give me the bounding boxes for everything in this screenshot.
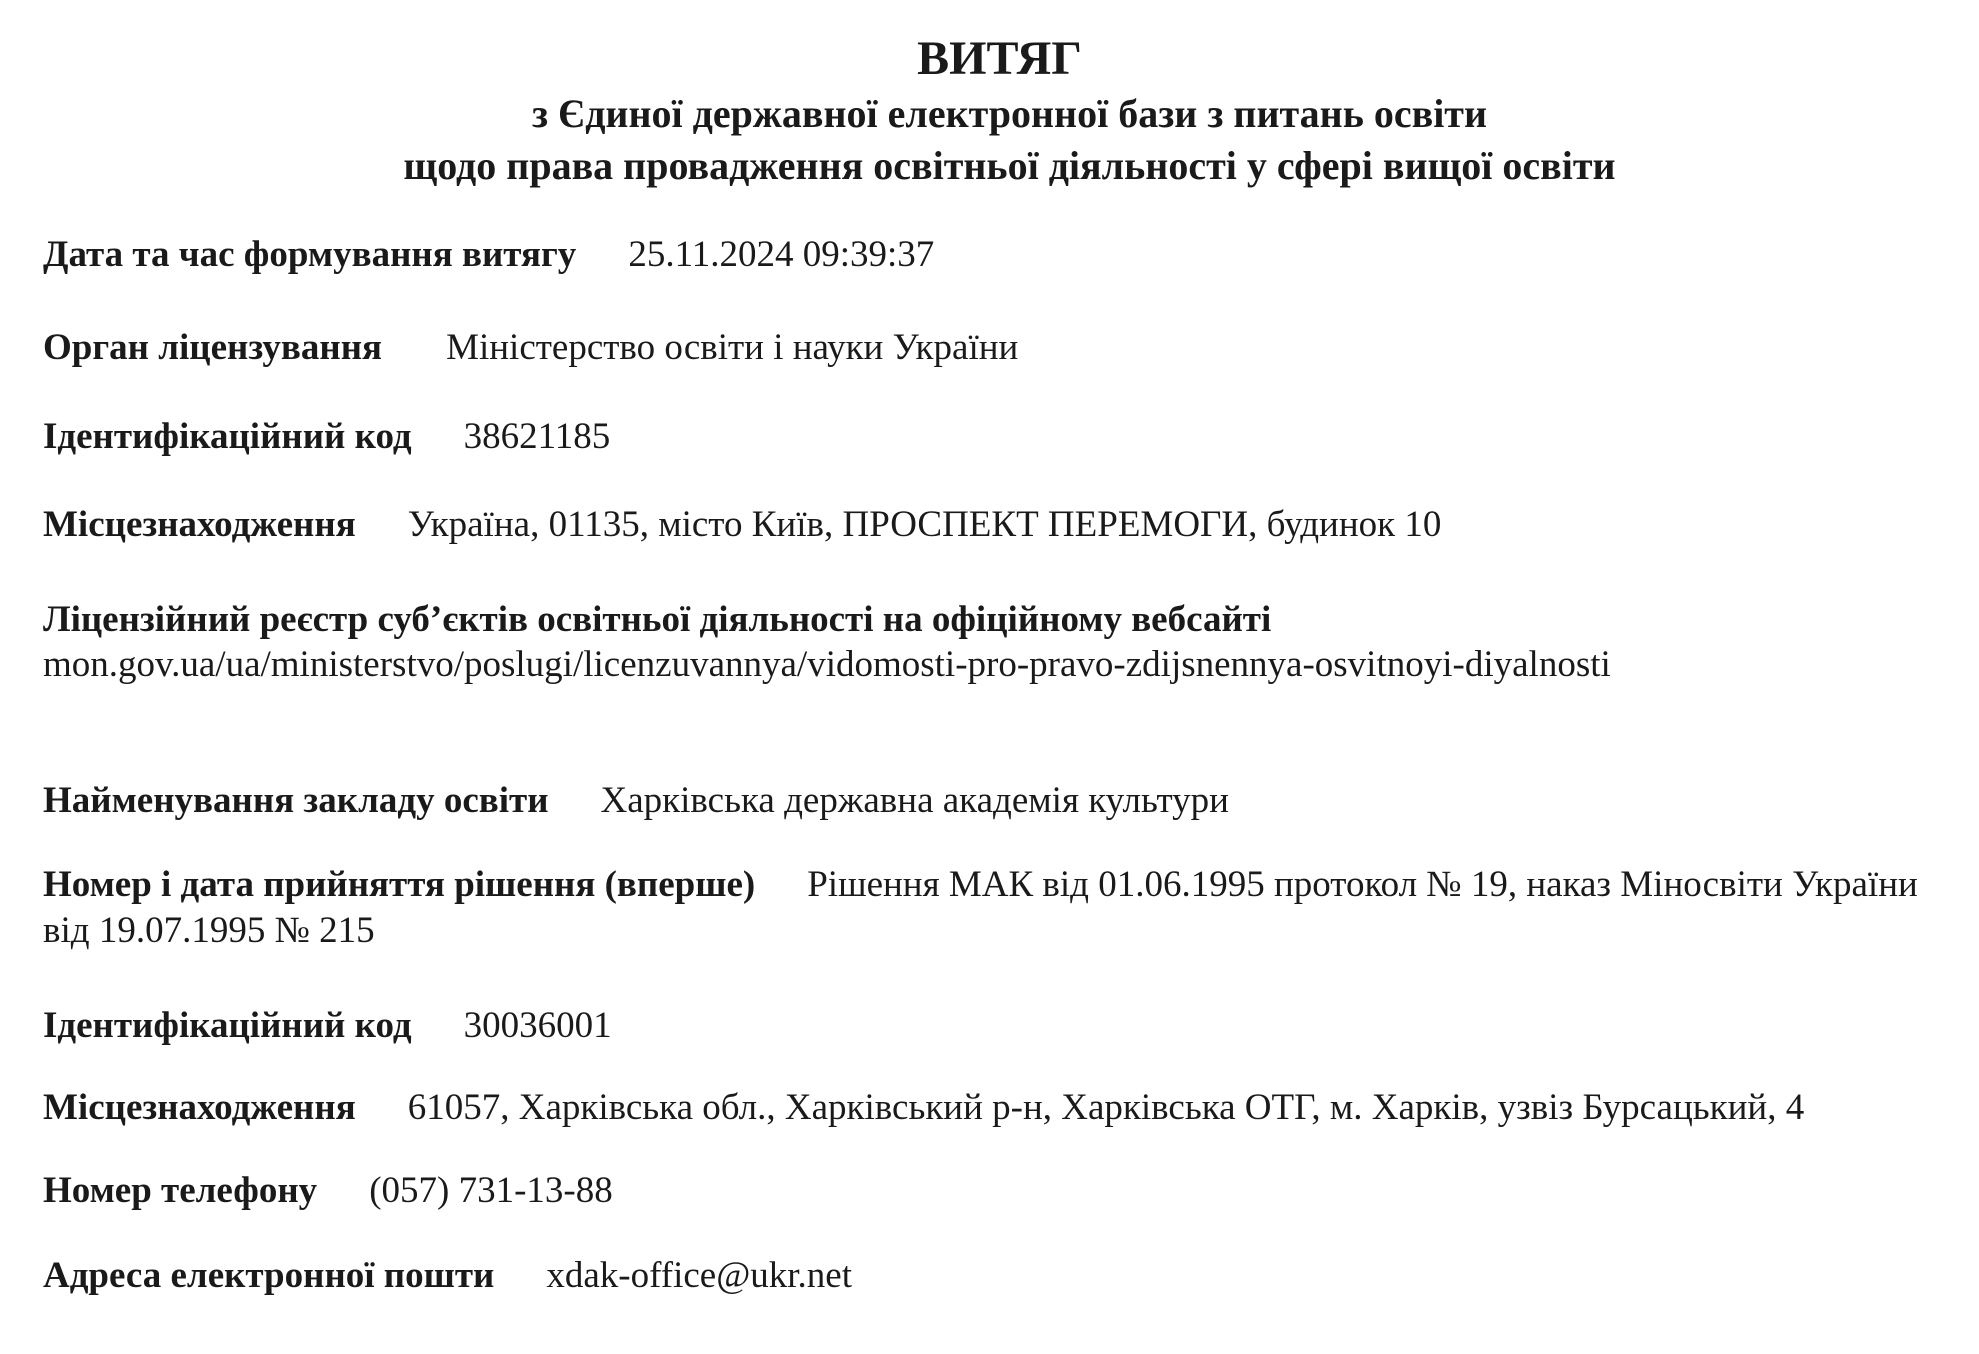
document-title: ВИТЯГ (917, 32, 1082, 85)
institution-phone-label: Номер телефону (43, 1170, 318, 1211)
licensing-code-label: Ідентифікаційний код (43, 416, 412, 457)
registry-url: mon.gov.ua/ua/ministerstvo/poslugi/licenzuvannya/vidomosti-pro-pravo-zdijsnennya-osvitnoyi-diyalnosti (43, 644, 1611, 685)
extract-datetime-value: 25.11.2024 09:39:37 (628, 234, 935, 275)
institution-name-row (43, 778, 1229, 824)
licensing-location-value: Україна, 01135, місто Київ, ПРОСПЕКТ ПЕРЕМОГИ, будинок 10 (407, 504, 1442, 545)
licensing-code-value: 38621185 (463, 416, 611, 457)
institution-email-row (43, 1253, 852, 1299)
licensing-location-row (43, 502, 1441, 548)
licensing-location-label: Місцезнаходження (43, 504, 356, 545)
institution-decision-value: Рішення МАК від 01.06.1995 протокол № 19, наказ Міносвіти України від 19.07.1995 № 215 (43, 864, 1918, 951)
registry-label: Ліцензійний реєстр суб’єктів освітньої діяльності на офіційному вебсайті (43, 599, 1272, 640)
institution-decision-row (43, 862, 1943, 954)
extract-datetime-row (43, 232, 934, 278)
institution-location-row (43, 1085, 1804, 1131)
institution-location-value: 61057, Харківська обл., Харківський р-н, Харківська ОТГ, м. Харків, узвіз Бурсацький, 4 (407, 1087, 1805, 1128)
institution-decision-label: Номер і дата прийняття рішення (вперше) (43, 864, 756, 905)
licensing-organ-label: Орган ліцензування (43, 327, 383, 368)
document-subtitle-line1: з Єдиної державної електронної бази з питань освіти (531, 91, 1488, 136)
institution-name-value: Харківська державна академія культури (600, 780, 1229, 821)
licensing-organ-value: Міністерство освіти і науки України (446, 327, 1019, 368)
institution-name-label: Найменування закладу освіти (43, 780, 549, 821)
extract-datetime-label: Дата та час формування витягу (43, 234, 577, 275)
institution-email-value: xdak-office@ukr.net (546, 1255, 853, 1296)
institution-location-label: Місцезнаходження (43, 1087, 356, 1128)
institution-email-label: Адреса електронної пошти (43, 1255, 495, 1296)
institution-phone-row (43, 1168, 613, 1214)
institution-code-row (43, 1003, 612, 1049)
licensing-organ-row (43, 325, 1018, 371)
institution-code-label: Ідентифікаційний код (43, 1005, 412, 1046)
document-subtitle-line2: щодо права провадження освітньої діяльності у сфері вищої освіти (403, 143, 1616, 188)
institution-code-value: 30036001 (463, 1005, 612, 1046)
institution-phone-value: (057) 731-13-88 (369, 1170, 613, 1211)
licensing-code-row (43, 414, 610, 460)
